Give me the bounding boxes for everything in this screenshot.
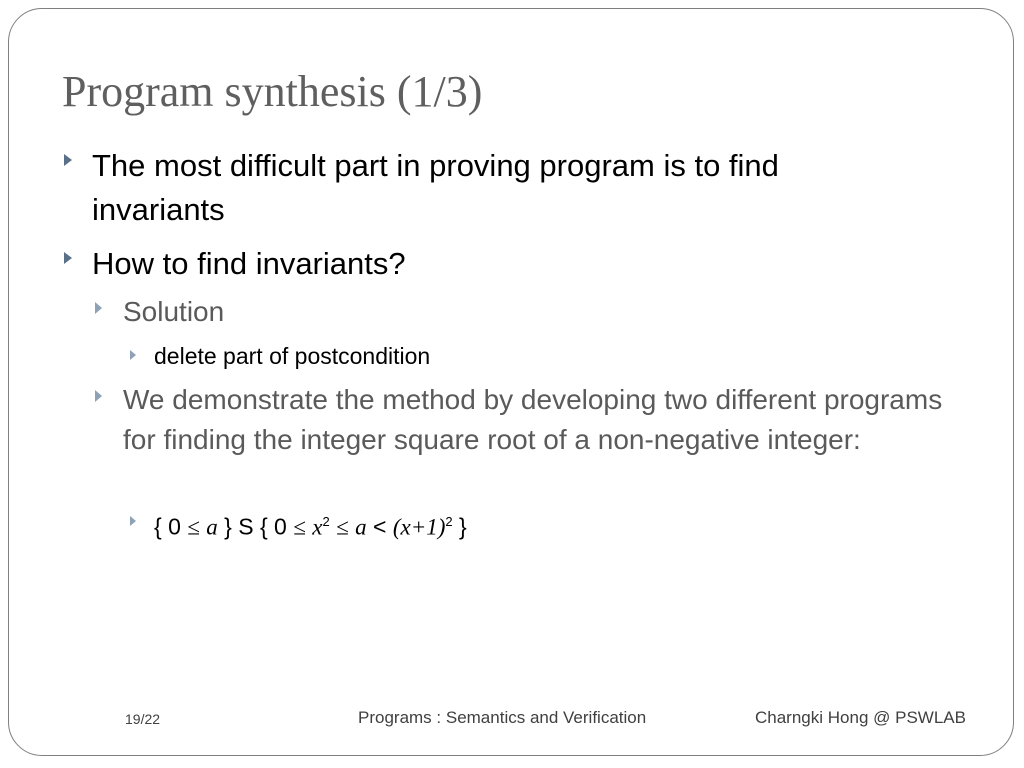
footer-page-number: 19/22 xyxy=(125,711,161,727)
footer-author: Charngki Hong @ PSWLAB xyxy=(755,708,966,727)
formula-part: 2 xyxy=(322,514,330,529)
bullet-arrow-icon xyxy=(95,390,102,402)
formula-part: } S { xyxy=(224,513,268,540)
bullet-1 xyxy=(64,144,894,232)
formula-part: ≤ xyxy=(187,514,200,540)
formula-part: } xyxy=(459,513,467,540)
formula-part: (x+1) xyxy=(392,514,446,540)
bullet-arrow-icon xyxy=(130,350,136,360)
bullet-arrow-icon xyxy=(64,154,72,166)
formula-part: < xyxy=(373,513,387,540)
sub-bullet-solution-text: Solution xyxy=(123,296,225,327)
slide-title: Program synthesis (1/3) xyxy=(62,67,483,116)
formula-part: x xyxy=(312,514,323,540)
bullet-arrow-icon xyxy=(95,302,102,314)
sub-sub-bullet-delete-text: delete part of postcondition xyxy=(154,343,431,369)
formula-part: ≤ xyxy=(293,514,306,540)
bullet-2 xyxy=(64,242,894,286)
formula-part: ≤ xyxy=(336,514,349,540)
formula xyxy=(154,508,467,542)
formula-part: { 0 xyxy=(154,513,181,540)
formula-part: 2 xyxy=(445,514,453,529)
sub-bullet-demonstrate-text: We demonstrate the method by developing two different programs for finding the integer square root of a non-negative integer: xyxy=(123,384,943,455)
formula-part: 0 xyxy=(274,513,287,540)
formula-part: a xyxy=(355,514,367,540)
footer-course: Programs : Semantics and Verification xyxy=(358,708,647,727)
bullet-arrow-icon xyxy=(130,516,136,526)
bullet-arrow-icon xyxy=(64,252,72,264)
sub-sub-bullet-delete xyxy=(130,342,890,370)
sub-bullet-demonstrate xyxy=(95,380,965,460)
bullet-1-text: The most difficult part in proving program is to find invariants xyxy=(92,148,779,227)
sub-sub-bullet-formula xyxy=(130,508,890,542)
sub-bullet-solution xyxy=(95,292,895,332)
formula-part: a xyxy=(206,514,218,540)
bullet-2-text: How to find invariants? xyxy=(92,246,406,281)
